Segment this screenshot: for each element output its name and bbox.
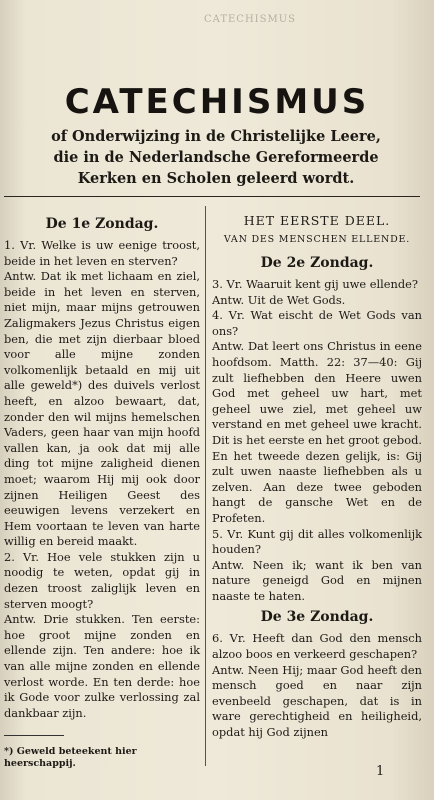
section-heading: De 1e Zondag. — [45, 216, 159, 232]
subtitle-line: Kerken en Scholen geleerd wordt. — [77, 170, 355, 187]
title-divider — [4, 196, 420, 197]
answer: Antw. Neen ik; want ik ben van nature geneigd God en mijnen naaste te haten. — [212, 557, 422, 603]
part-title: HET EERSTE DEEL. — [243, 213, 391, 228]
answer: Antw. Neen Hij; maar God heeft den mensch goed en naar zijn evenbeeld geschapen, dat is in ware gerechtigheid en heiligheid, opdat hij God zijnen — [212, 662, 422, 740]
answer: Antw. Drie stukken. Ten eerste: hoe groot mijne zonden en ellende zijn. Ten andere: hoe ik van alle mijne zonden en ellende verlost worde. En ten derde: hoe ik Gode voor zulke verlossing zal dankbaar zijn. — [4, 612, 200, 720]
question: 4. Vr. Wat eischt de Wet Gods van ons? — [212, 308, 422, 338]
subtitle-line: die in de Nederlandsche Gereformeerde — [53, 149, 379, 166]
question: 3. Vr. Waaruit kent gij uwe ellende? — [212, 277, 419, 291]
question: 6. Vr. Heeft dan God den mensch alzoo boos en verkeerd geschapen? — [212, 631, 422, 662]
footnote: *) Geweld beteekent hier heerschappij. — [4, 746, 137, 770]
subtitle-line: of Onderwijzing in de Christelijke Leere, — [51, 128, 381, 145]
question: 5. Vr. Kunt gij dit alles volkomenlijk houden? — [212, 526, 422, 557]
question: 1. Vr. Welke is uw eenige troost, beide in het leven en sterven? — [4, 238, 200, 268]
part-subtitle: VAN DES MENSCHEN ELLENDE. — [223, 234, 411, 245]
left-column — [4, 211, 200, 770]
section-heading: De 3e Zondag. — [260, 609, 374, 626]
page-number: 1 — [376, 764, 385, 779]
right-column — [212, 211, 422, 741]
column-divider — [205, 206, 206, 766]
answer: Antw. Uit de Wet Gods. — [212, 292, 346, 307]
answer: Antw. Dat leert ons Christus in eene hoofdsom. Matth. 22: 37—40: Gij zult liefhebben den Heere uwen God met geheel uw hart, met geheel uwe ziel, met geheel uw verstand en met geheel uwe kracht. Dit is het eerste en het groot gebod. En het tweede dezen gelijk, is: Gij zult uwen naaste liefhebben als u zelven. Aan deze twee geboden hangt de gansche Wet en de Profeten. — [212, 339, 422, 525]
page-subtitle — [6, 126, 426, 189]
section-heading: De 2e Zondag. — [260, 255, 374, 271]
answer: Antw. Dat ik met lichaam en ziel, beide in het leven en sterven, niet mijn, maar mijns getrouwen Zaligmakers Jezus Christus eigen ben, die met zijn dierbaar bloed voor alle mijne zonden volkomenlijk betaald en mij uit alle geweld*) des duivels verlost heeft, en alzoo bewaart, dat, zonder den wil mijns hemelschen Vaders, geen haar van mijn hoofd vallen kan, ja ook dat mij alle ding tot mijne zaligheid dienen moet; waarom Hij mij ook door zijnen Heiligen Geest des eeuwigen levens verzekert en Hem voortaan te leven van harte willig en bereid maakt. — [4, 269, 200, 549]
footnote-divider — [4, 735, 64, 736]
page-title: CATECHISMUS — [64, 82, 370, 122]
question: 2. Vr. Hoe vele stukken zijn u noodig te weten, opdat gij in dezen troost zaliglijk leven en sterven moogt? — [4, 549, 200, 611]
running-header: CATECHISMUS — [204, 14, 296, 25]
